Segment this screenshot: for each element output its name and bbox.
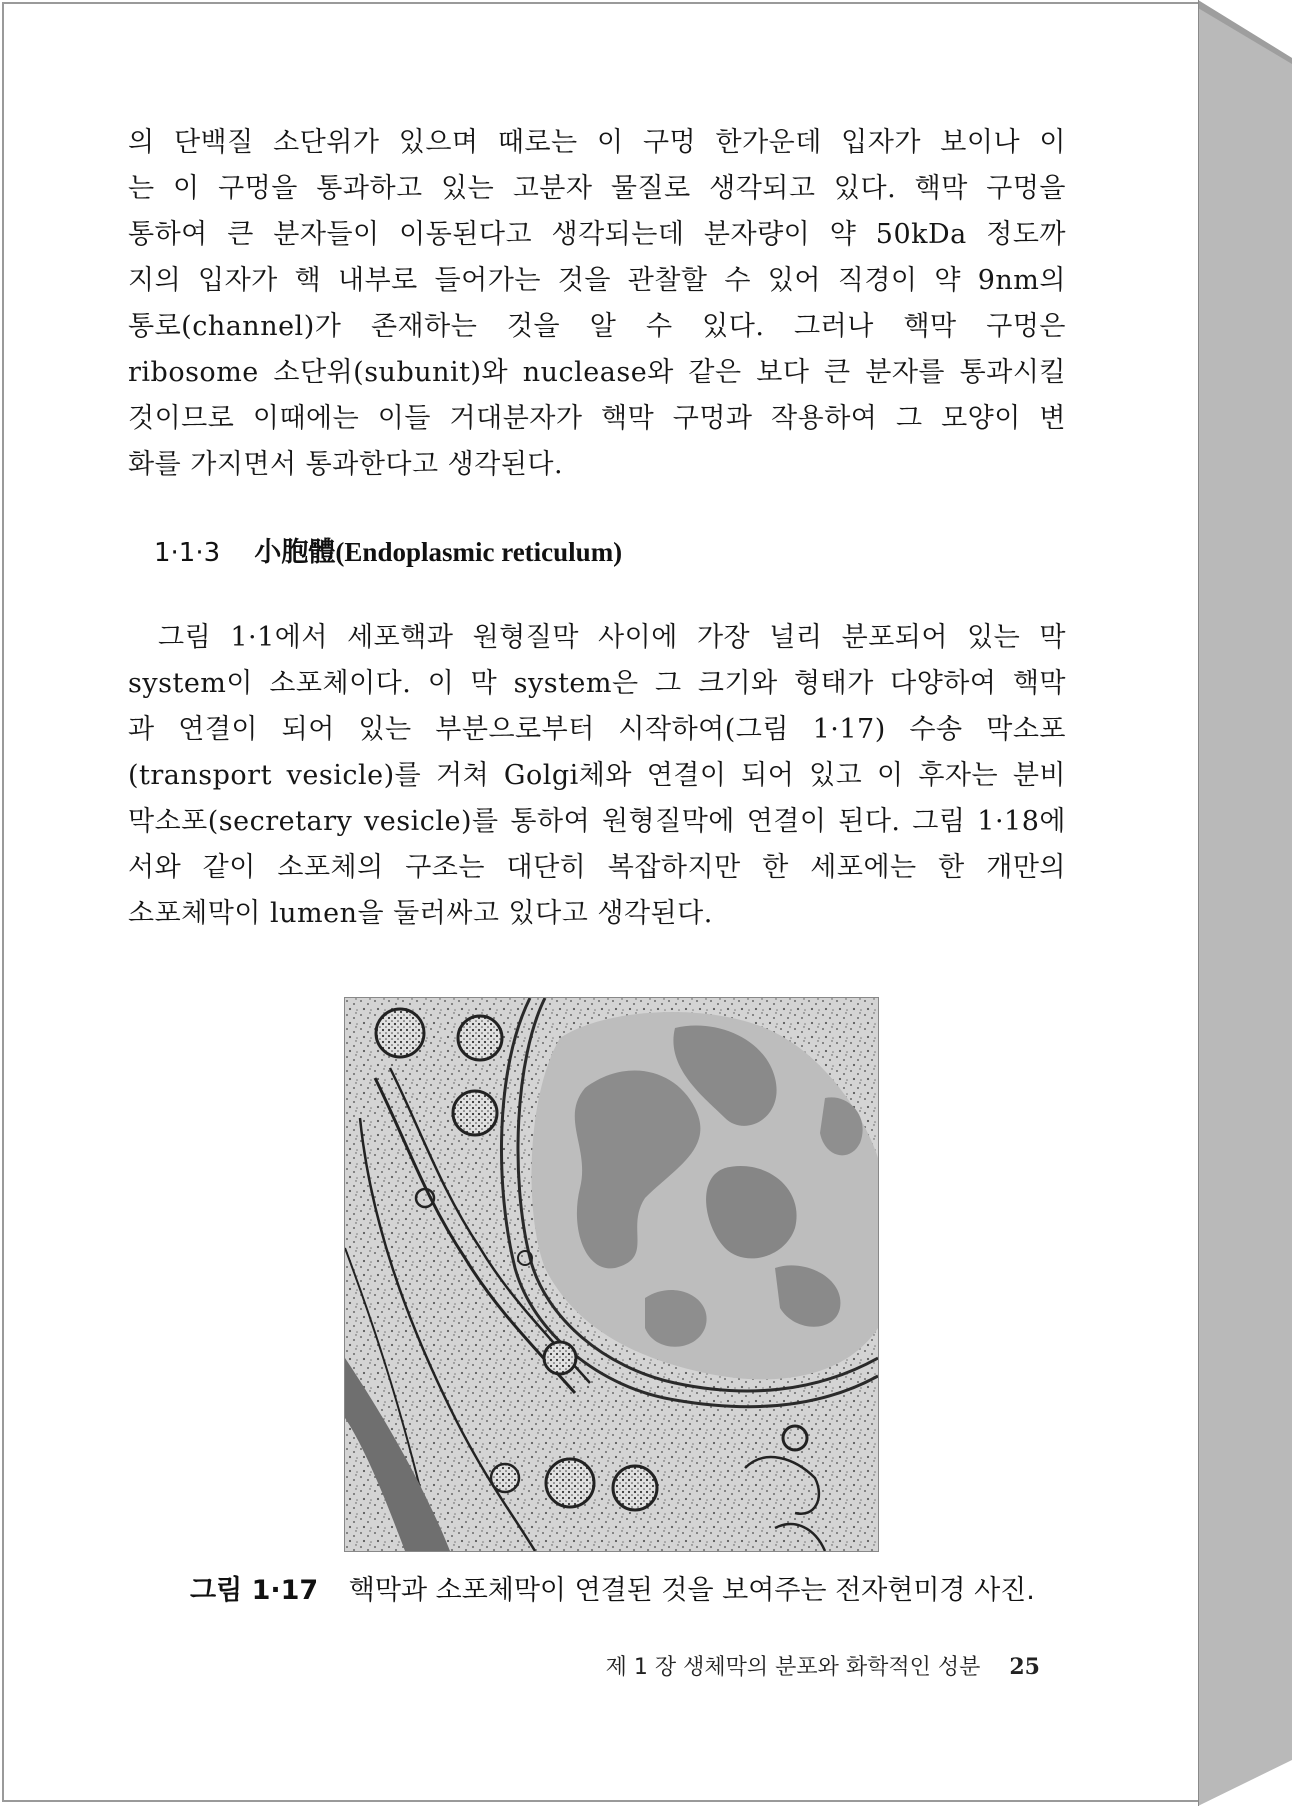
- text-line: 통하여 큰 분자들이 이동된다고 생각되는데 분자량이 약 50kDa 정도까: [128, 219, 1066, 250]
- text-line: 소포체막이 lumen을 둘러싸고 있다고 생각된다.: [128, 898, 713, 929]
- text-line: (transport vesicle)를 거쳐 Golgi체와 연결이 되어 있고 이 후자는 분비: [128, 760, 1066, 791]
- section-number: 1·1·3: [154, 538, 221, 568]
- section-title: 小胞體(Endoplasmic reticulum): [254, 537, 623, 567]
- paragraph-endoplasmic-reticulum: [128, 615, 1066, 937]
- figure-caption-text: 핵막과 소포체막이 연결된 것을 보여주는 전자현미경 사진.: [348, 1575, 1035, 1606]
- electron-micrograph: [344, 997, 879, 1552]
- text-line: system이 소포체이다. 이 막 system은 그 크기와 형태가 다양하여 핵막: [128, 668, 1066, 699]
- chapter-title: 제 1 장 생체막의 분포와 화학적인 성분: [605, 1655, 981, 1680]
- text-line: ribosome 소단위(subunit)와 nuclease와 같은 보다 큰 분자를 통과시킬: [128, 357, 1066, 388]
- text-line: 그림 1·1에서 세포핵과 원형질막 사이에 가장 널리 분포되어 있는 막: [158, 622, 1067, 653]
- figure-label: 그림 1·17: [190, 1575, 319, 1606]
- page-number: 25: [1009, 1654, 1040, 1680]
- text-line: 화를 가지면서 통과한다고 생각된다.: [128, 449, 564, 480]
- text-line: 것이므로 이때에는 이들 거대분자가 핵막 구멍과 작용하여 그 모양이 변: [128, 403, 1066, 434]
- text-line: 과 연결이 되어 있는 부분으로부터 시작하여(그림 1·17) 수송 막소포: [128, 714, 1066, 745]
- book-edge: [1198, 0, 1292, 1806]
- figure-caption: [190, 1568, 1035, 1607]
- page-footer: [606, 1650, 1040, 1681]
- paragraph-nuclear-pore: [128, 120, 1066, 488]
- text-line: 의 단백질 소단위가 있으며 때로는 이 구멍 한가운데 입자가 보이나 이: [128, 127, 1066, 158]
- section-heading: [154, 530, 622, 569]
- text-line: 지의 입자가 핵 내부로 들어가는 것을 관찰할 수 있어 직경이 약 9nm의: [128, 265, 1066, 296]
- text-line: 막소포(secretary vesicle)를 통하여 원형질막에 연결이 된다. 그림 1·18에: [128, 806, 1066, 837]
- text-line: 통로(channel)가 존재하는 것을 알 수 있다. 그러나 핵막 구멍은: [128, 311, 1066, 342]
- text-line: 는 이 구멍을 통과하고 있는 고분자 물질로 생각되고 있다. 핵막 구멍을: [128, 173, 1066, 204]
- text-line: 서와 같이 소포체의 구조는 대단히 복잡하지만 한 세포에는 한 개만의: [128, 852, 1066, 883]
